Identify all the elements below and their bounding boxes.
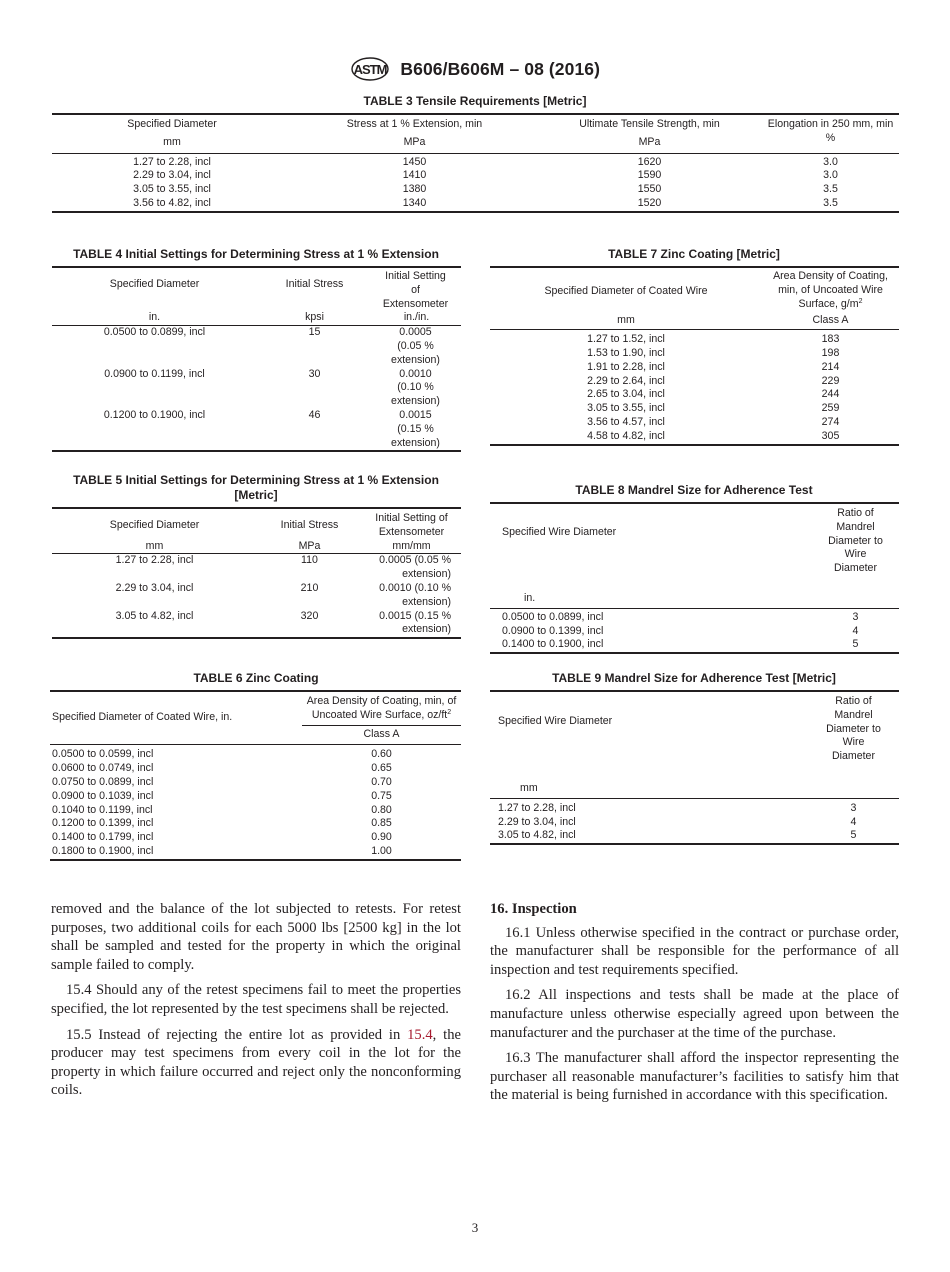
- table-row: 3.05 to 4.82, incl 320 0.0015 (0.15 % extension): [52, 610, 461, 639]
- table3: [52, 113, 899, 213]
- table7-unit-diameter: mm: [490, 311, 762, 329]
- table-row: 2.29 to 3.04, incl 210 0.0010 (0.10 % extension): [115, 581, 451, 608]
- table-row: 3.05 to 4.82, incl 5: [490, 829, 899, 844]
- table-row: 3.56 to 4.57, incl 274: [587, 415, 840, 428]
- paragraph-16-2: 16.2 All inspections and tests shall be made at the place of manufacture unless otherwise especially agreed upon between the manufacturer and the purchaser at the time of the purchase.: [490, 987, 899, 1041]
- table-row: 0.0600 to 0.0749, incl 0.65: [52, 762, 392, 775]
- table-row: 3.05 to 3.55, incl 259: [587, 402, 840, 415]
- table-row: 3.56 to 4.82, incl 1340 1520 3.5: [52, 197, 899, 212]
- paragraph-15-3-continued: removed and the balance of the lot subjected to retests. For retest purposes, two additional coils for each 5000 lbs [2500 kg] in the lot shall be sampled and tested for the property in which the original sample failed to comply.: [51, 901, 461, 973]
- table6-header-density: Area Density of Coating, min, of Uncoated Wire Surface, $oz/ft^2$: [302, 691, 461, 725]
- table-row: 1.53 to 1.90, incl 198: [587, 346, 840, 359]
- table6-title: TABLE 6 Zinc Coating: [193, 671, 319, 685]
- table3-header-uts: Ultimate Tensile Strength, min: [537, 114, 762, 132]
- table-row: 2.29 to 3.04, incl 1410 1590 3.0: [133, 169, 838, 182]
- table3-unit-diameter: mm: [52, 132, 292, 153]
- paragraph-16-3: 16.3 The manufacturer shall afford the inspector representing the purchaser all reasonable manufacturer’s facilities to satisfy him that the material is being furnished in accordance with this specification.: [490, 1050, 899, 1104]
- table4: [52, 266, 461, 452]
- table6: [50, 690, 461, 861]
- right-column-text: [490, 900, 899, 1112]
- table-row: 2.65 to 3.04, incl 244: [587, 388, 840, 401]
- table6-subheader-class: Class A: [302, 725, 461, 745]
- table7-header-diameter: Specified Diameter of Coated Wire: [490, 267, 762, 311]
- table-row: 1.27 to 2.28, incl 3: [498, 801, 857, 814]
- paragraph-16-1: 16.1 Unless otherwise specified in the contract or purchase order, the manufacturer shall be responsible for the performance of all inspection and test requirements specified.: [490, 924, 899, 978]
- table-row: 0.0900 to 0.1039, incl 0.75: [52, 789, 392, 802]
- table7-header-density: Area Density of Coating, min, of Uncoated Wire Surface, $g/m^2$: [762, 267, 899, 311]
- table4-header-extensometer: Initial Setting of Extensometer: [372, 267, 461, 311]
- table4-unit-stress: kpsi: [257, 311, 372, 325]
- table4-header-stress: Initial Stress: [257, 267, 372, 311]
- table-row: 4.58 to 4.82, incl 305: [490, 430, 899, 445]
- table5-title: TABLE 5 Initial Settings for Determining Stress at 1 % Extension [Metric]: [73, 473, 439, 502]
- table9-header-diameter: Specified Wire Diameter: [490, 691, 808, 764]
- table4-title: TABLE 4 Initial Settings for Determining Stress at 1 % Extension: [73, 247, 439, 261]
- table-row: 0.1200 to 0.1399, incl 0.85: [52, 817, 392, 830]
- astm-logo-icon: [350, 56, 390, 82]
- table3-header-stress: Stress at 1 % Extension, min: [292, 114, 537, 132]
- left-column-text: [51, 900, 461, 1107]
- table9-unit-diameter: mm: [490, 764, 808, 798]
- table-row: 0.0500 to 0.0899, incl 15 0.0005 (0.05 % extension): [103, 326, 440, 366]
- table-row: 0.1200 to 0.1900, incl 46 0.0015 (0.15 % extension): [52, 409, 461, 451]
- paragraph-15-4: 15.4 Should any of the retest specimens fail to meet the properties specified, the lot represented by the test specimens shall be rejected.: [51, 982, 461, 1017]
- table-row: 0.0500 to 0.0599, incl 0.60: [52, 748, 392, 761]
- table7: [490, 266, 899, 446]
- table3-unit-stress: MPa: [292, 132, 537, 153]
- table-row: 1.27 to 2.28, incl 1450 1620 3.0: [133, 155, 838, 168]
- table7-title: TABLE 7 Zinc Coating [Metric]: [608, 247, 780, 261]
- paragraph-15-5: 15.5 Instead of rejecting the entire lot as provided in 15.4, the producer may test specimens from every coil in the lot for the property in which failure occurred and reject only the nonconforming coils.: [51, 1026, 461, 1099]
- table-row: 2.29 to 2.64, incl 229: [587, 374, 840, 387]
- table7-unit-class: Class A: [762, 311, 899, 329]
- section-15-4-link[interactable]: 15.4: [407, 1026, 433, 1043]
- table9-title: TABLE 9 Mandrel Size for Adherence Test [Metric]: [552, 671, 836, 685]
- table3-title: TABLE 3 Tensile Requirements [Metric]: [363, 94, 587, 108]
- table-row: 0.0900 to 0.1399, incl 4: [502, 624, 859, 637]
- section-16-heading: 16. Inspection: [490, 901, 577, 917]
- table5-header-stress: Initial Stress: [257, 508, 362, 540]
- table5-header-extensometer: Initial Setting of Extensometer: [362, 508, 461, 540]
- table-row: 2.29 to 3.04, incl 4: [498, 815, 857, 828]
- table4-header-diameter: Specified Diameter: [52, 267, 257, 311]
- table-row: 0.1400 to 0.1799, incl 0.90: [52, 831, 392, 844]
- table8: [490, 502, 899, 654]
- table5: [52, 507, 461, 639]
- table5-unit-extensometer: mm/mm: [362, 540, 461, 554]
- table-row: 1.27 to 2.28, incl 110 0.0005 (0.05 % extension): [115, 554, 451, 581]
- table5-header-diameter: Specified Diameter: [52, 508, 257, 540]
- page-number: 3: [471, 1220, 479, 1235]
- table8-unit-diameter: in.: [490, 576, 812, 608]
- table-row: 0.0900 to 0.1199, incl 30 0.0010 (0.10 % extension): [104, 367, 440, 408]
- table-row: 0.1800 to 0.1900, incl 1.00: [50, 845, 461, 860]
- table6-header-diameter: Specified Diameter of Coated Wire, in.: [50, 691, 302, 745]
- table4-unit-diameter: in.: [52, 311, 257, 325]
- document-designation: B606/B606M – 08 (2016): [400, 58, 601, 79]
- table5-unit-stress: MPa: [257, 540, 362, 554]
- table8-header-diameter: Specified Wire Diameter: [490, 503, 812, 576]
- table-row: 0.1040 to 0.1199, incl 0.80: [52, 803, 392, 816]
- table8-header-ratio: Ratio of Mandrel Diameter to Wire Diameter: [812, 503, 899, 576]
- table3-header-elongation: Elongation in 250 mm, min %: [762, 114, 899, 153]
- table-row: 0.1400 to 0.1900, incl 5: [490, 638, 899, 653]
- table-row: 0.0750 to 0.0899, incl 0.70: [52, 775, 392, 788]
- table4-unit-extensometer: in./in.: [372, 311, 461, 325]
- table3-unit-uts: MPa: [537, 132, 762, 153]
- table3-header-diameter: Specified Diameter: [52, 114, 292, 132]
- table-row: 0.0500 to 0.0899, incl 3: [502, 610, 859, 623]
- table-row: 1.27 to 1.52, incl 183: [587, 333, 840, 346]
- page-header: [0, 56, 950, 84]
- table9-header-ratio: Ratio of Mandrel Diameter to Wire Diameter: [808, 691, 899, 764]
- table-row: 3.05 to 3.55, incl 1380 1550 3.5: [133, 183, 838, 196]
- table-row: 1.91 to 2.28, incl 214: [587, 360, 840, 373]
- table9: [490, 690, 899, 845]
- svg-text:ASTM: ASTM: [353, 62, 387, 77]
- table5-unit-diameter: mm: [52, 540, 257, 554]
- table8-title: TABLE 8 Mandrel Size for Adherence Test: [575, 483, 813, 497]
